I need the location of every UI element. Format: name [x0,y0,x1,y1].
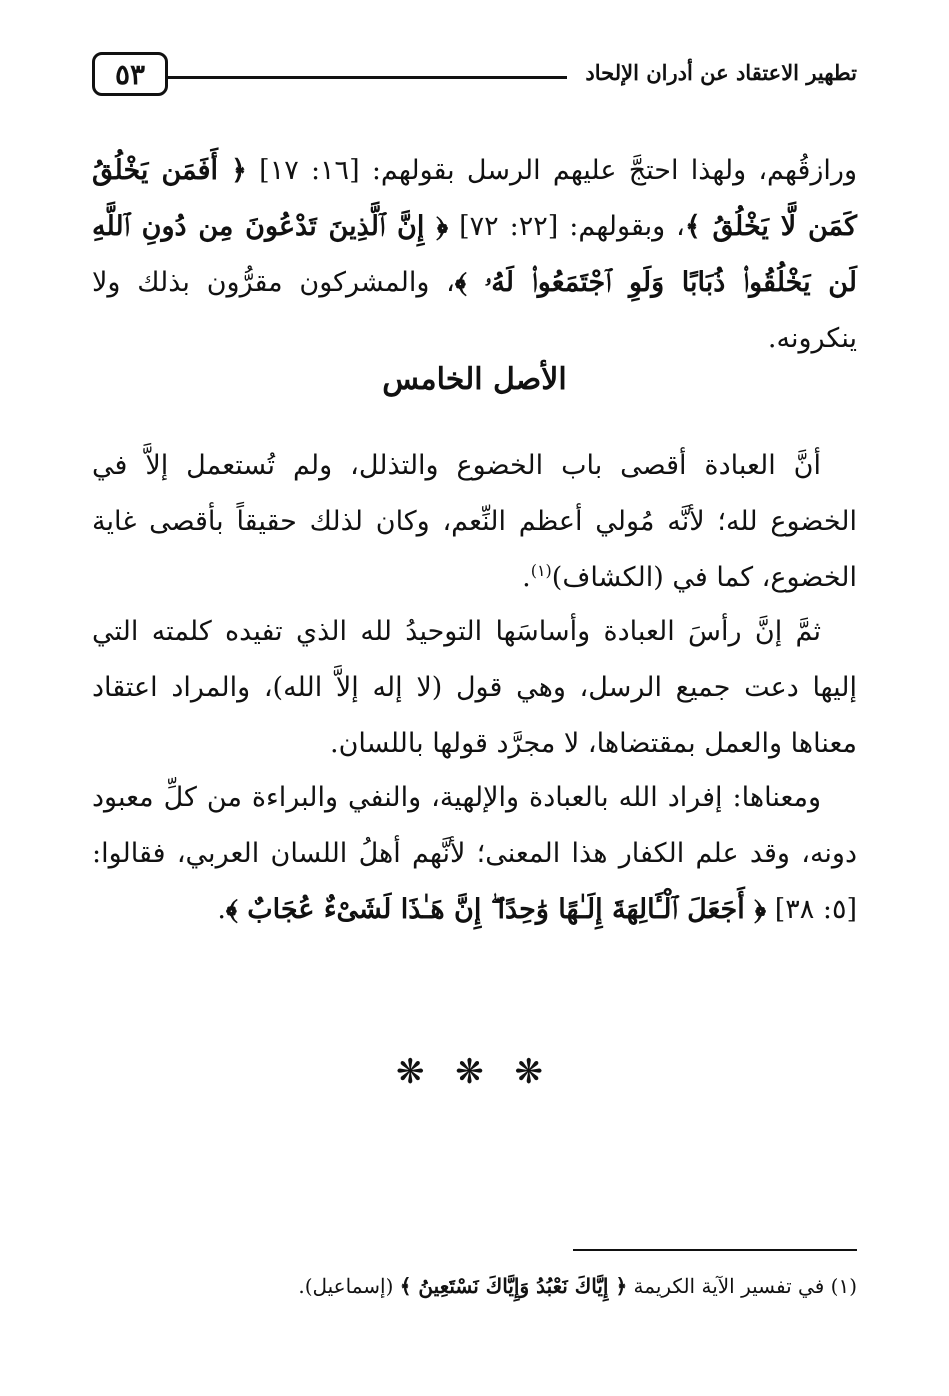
paragraph-4 [92,770,857,938]
quran-verse: ﴿ إِيَّاكَ نَعْبُدُ وَإِيَّاكَ نَسْتَعِينُ ﴾ [399,1274,628,1298]
footnote-text: في تفسير الآية الكريمة [627,1274,831,1298]
section-title: الأصل الخامس [382,362,567,397]
paragraph-2 [92,438,857,606]
footnote-text: (إسماعيل). [298,1274,400,1298]
paragraph-end: . [217,894,226,925]
footnote-reference[interactable]: (١) [530,561,552,580]
page-number: ٥٣ [92,52,168,96]
footnote [92,1266,857,1306]
quran-verse: ﴿ أَجَعَلَ ٱلْـَٔالِهَةَ إِلَـٰهًا وَٰحِدًا ۖ إِنَّ هَـٰذَا لَشَىْءٌ عُجَابٌ ﴾ [225,894,767,925]
header-rule [168,76,567,79]
paragraph-3: ثمَّ إنَّ رأسَ العبادة وأساسَها التوحيدُ لله الذي تفيده كلمته التي إليها دعت جميع الرسل، وهي قول (لا إله إلاَّ الله)، والمراد اعتقاد معناها والعمل بمقتضاها، لا مجرَّد قولها باللسان. [92,616,857,759]
paragraph-text: ورازقُهم، ولهذا احتجَّ عليهم الرسل بقولهم: [١٦: ١٧] [246,155,857,186]
paragraph-end: . [522,562,531,593]
footnote-number: (١) [830,1274,857,1298]
paragraph-text: ، وبقولهم: [٢٢: ٧٢] [448,211,685,242]
footnote-rule [573,1249,857,1251]
paragraph-text: ومعناها: إفراد الله بالعبادة والإلهية، والنفي والبراءة من كلِّ معبود دونه، وقد علم الكفار هذا المعنى؛ لأنَّهم أهلُ اللسان العربي، فقالوا: [٥: ٣٨] [92,782,857,925]
section-separator: ❋ ❋ ❋ [395,1052,554,1092]
quran-verse: ﴿ إِنَّ ٱلَّذِينَ تَدْعُونَ مِن دُونِ ٱللَّهِ لَن يَخْلُقُوا۟ ذُبَابًا وَلَوِ ٱجْتَمَعُوا۟ لَهُۥ ﴾ [92,211,857,298]
quran-verse: ﴿ أَفَمَن يَخْلُقُ كَمَن لَّا يَخْلُقُ ﴾ [92,155,857,242]
paragraph-text: ، والمشركون مقرُّون بذلك ولا ينكرونه. [92,267,857,354]
paragraph-text: أنَّ العبادة أقصى باب الخضوع والتذلل، ولم تُستعمل إلاَّ في الخضوع لله؛ لأنَّه مُولي أعظم النِّعم، وكان لذلك حقيقاً بأقصى غاية الخضوع، كما في (الكشاف) [92,450,857,593]
page-header [92,52,857,106]
paragraph-1 [92,143,857,367]
running-title: تطهير الاعتقاد عن أدران الإلحاد [585,60,857,85]
